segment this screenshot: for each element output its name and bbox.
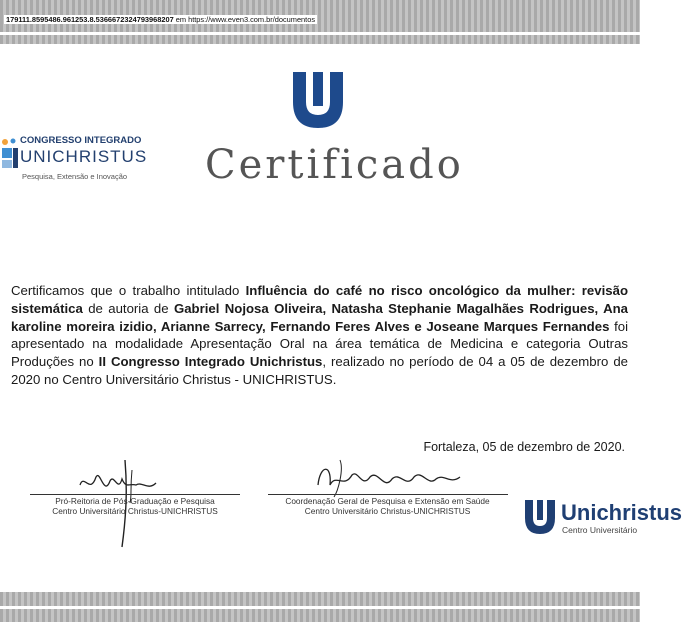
signature-2-institution: Centro Universitário Christus-UNICHRISTUS — [304, 506, 471, 516]
congress-logo — [0, 135, 150, 187]
brand-name: Unichristus — [561, 500, 682, 525]
certificate-title: Certificado — [205, 142, 464, 188]
body-presentation: foi apresentado na modalidade Apresentação Oral na área temática de Medicina e categoria Outras Produções no — [11, 318, 629, 370]
verification-line — [4, 15, 317, 24]
signature-2-role: Coordenação Geral de Pesquisa e Extensão em Saúde — [285, 496, 490, 506]
certificate-body — [11, 282, 628, 389]
signature-1-line — [30, 494, 240, 495]
congress-logo-line2: UNICHRISTUS — [20, 147, 148, 166]
verification-url: em https://www.even3.com.br/documentos — [175, 15, 316, 24]
body-intro: Certificamos que o trabalho intitulado — [11, 283, 246, 298]
verification-code: 179111.8595486.961253.8.5366672324793968207 — [6, 15, 174, 24]
bottom-band-stripe — [0, 606, 640, 609]
signature-1-role: Pró-Reitoria de Pós-Graduação e Pesquisa — [55, 496, 215, 506]
brand-subtitle: Centro Universitário — [562, 525, 638, 535]
unichristus-brand — [525, 500, 682, 540]
event-name: II Congresso Integrado Unichristus — [98, 354, 323, 370]
brand-u-icon — [525, 500, 555, 534]
authors: Gabriel Nojosa Oliveira, Natasha Stephanie Magalhães Rodrigues, Ana karoline moreira izidio, Arianne Sarrecy, Fernando Feres Alves e Joseane Marques Fernandes — [11, 300, 628, 334]
work-title: Influência do café no risco oncológico da mulher: revisão sistemática — [11, 283, 628, 316]
congress-logo-line1: CONGRESSO INTEGRADO — [20, 135, 142, 146]
congress-logo-line3: Pesquisa, Extensão e Inovação — [22, 172, 128, 181]
bottom-decorative-band — [0, 592, 640, 622]
signature-1-institution: Centro Universitário Christus-UNICHRISTUS — [52, 506, 218, 516]
place-date: Fortaleza, 05 de dezembro de 2020. — [423, 440, 625, 454]
signature-2-line — [268, 494, 508, 495]
body-authorship: de autoria de — [82, 300, 174, 316]
body-period: , realizado no período de 04 a 05 de dezembro de 2020 no Centro Universitário Christus - UNICHRISTUS. — [11, 354, 628, 387]
top-band-stripe — [0, 32, 640, 35]
unichristus-u-logo — [293, 72, 343, 128]
